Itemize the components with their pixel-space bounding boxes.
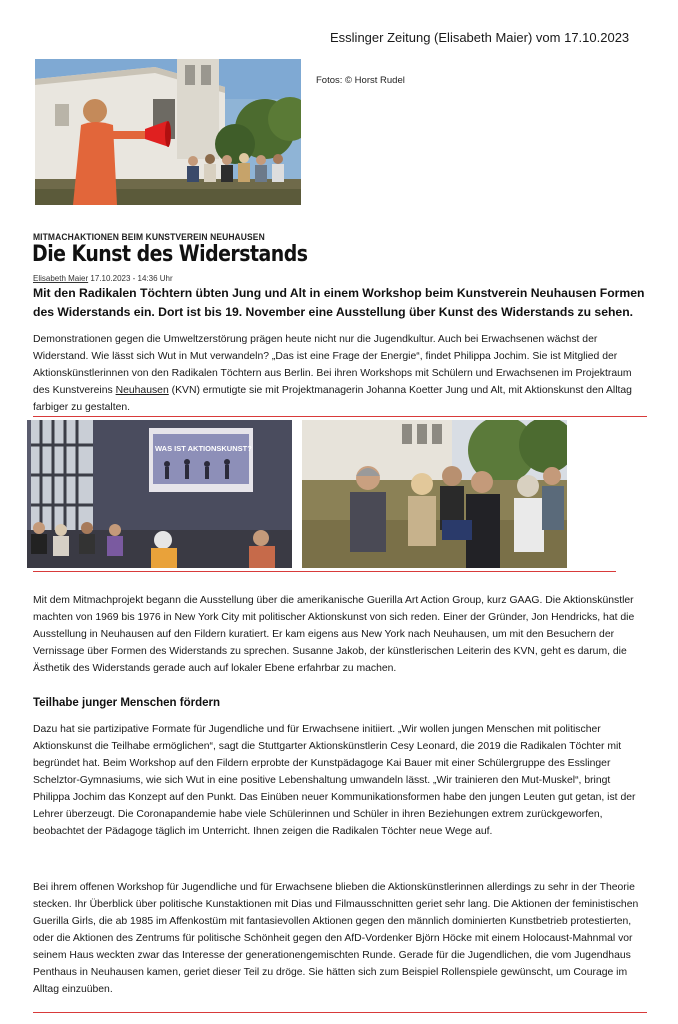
section-subheading: Teilhabe junger Menschen fördern [33,697,221,709]
photo-megaphone [35,59,301,205]
source-line: Esslinger Zeitung (Elisabeth Maier) vom 17.10.2023 [330,30,630,45]
screen-text: WAS IST AKTIONSKUNST? [155,444,252,453]
paragraph-gaag: Mit dem Mitmachprojekt begann die Ausstellung über die amerikanische Guerilla Art Action Group, kurz GAAG. Die Aktionskünstler machten von 1969 bis 1976 in New York City mit politischer Aktionskunst von sich reden. Einer der Gründer, Jon Hendricks, hat die Ausstellung in Neuhausen auf den Fildern kuratiert. Er kam eigens aus New York nach Neuhausen, um mit den Besuchern der Vernissage über Formen des Widerstands zu sprechen. Susanne Jakob, der künstlerischen Leiterin des KVN, geht es darum, die Ästhetik des Widerstands gerade auch auf lokaler Ebene erfahrbar zu machen. [33,595,635,674]
article-date: 17.10.2023 - 14:36 Uhr [90,274,173,283]
paragraph-teilhabe: Dazu hat sie partizipative Formate für Jugendliche und für Erwachsene initiiert. „Wir wollen jungen Menschen mit politischer Aktionskunst die Teilhabe ermöglichen“, sagt die Stuttgarter Aktionskünstlerin Cesy Leonard, die 2019 die Radikalen Töchter mit begründet hat. Beim Workshop auf den Fildern erprobte der Kunstpädagoge Kai Bauer mit einer Schülergruppe des Esslinger Schelztor-Gymnasiums, wie sich Wut in eine positive Lebenshaltung umwandeln lässt. „Wir trainieren den Mut-Muskel“, bringt Philippa Jochim das Konzept auf den Punkt. Das Einüben neuer Kommunikationsformen habe den jungen Leuten gut getan, ist der Lehrer überzeugt. Die Coronapandemie habe viele Schülerinnen und Schüler in ihren Beziehungen extrem zurückgeworfen, beobachtet der Pädagoge täglich im Unterricht. Ihnen zeigen die Radikalen Töchter neue Wege auf. [33,724,636,837]
neuhausen-link[interactable]: Neuhausen [115,385,169,396]
divider [33,1012,647,1013]
article-lead: Mit den Radikalen Töchtern übten Jung und Alt in einem Workshop beim Kunstverein Neuhausen Formen des Widerstands ein. Dort ist bis 19. November eine Ausstellung über Kunst des Widerstands zu sehen. [33,286,645,319]
photo-presentation-room [27,420,292,568]
author-link[interactable]: Elisabeth Maier [33,274,89,283]
photo-outdoor-workshop [302,420,567,568]
paragraph-intro: Demonstrationen gegen die Umweltzerstörung prägen heute nicht nur die Jugendkultur. Auch bei Erwachsenen wächst der Widerstand. Wie lässt sich Wut in Mut verwandeln? „Das ist eine Frage der Energie“, findet Philippa Jochim. Sie ist Mitglied der Aktionskünstlerinnen von den Radikalen Töchtern aus Berlin. Bei ihren Workshops mit Schülern und Erwachsenen im Projektraum des Kunstvereins Neuhausen (KVN) ermutigte sie mit Projektmanagerin Johanna Koetter Jung und Alt, mit Aktionskunst den Alltag farbiger zu gestalten. [33,334,632,413]
paragraph-workshop: Bei ihrem offenen Workshop für Jugendliche und für Erwachsene blieben die Aktionskünstlerinnen allerdings zu sehr in der Theorie stecken. Ihr Überblick über politische Kunstaktionen mit Dias und Filmausschnitten geriet sehr lang. Die Aktionen der feministischen Guerilla Girls, die ab 1985 im Affenkostüm mit fantasievollen Aktionen gegen den männlich dominierten Kunstbetrieb protestierten, oder die Aktionen des Zentrums für politische Schönheit gegen den AfD-Vordenker Björn Höcke mit einem Holocaust-Mahnmal vor seinem Haus weckten zwar das Interesse der generationengemischten Runde. Gerade für die Jugendlichen, die vom Jugendhaus Penthaus in Neuhausen kamen, geriet dieser Teil zu dröge. Sie hätten sich zum Beispiel Rollenspiele gewünscht, um Courage im Alltag einzuüben. [33,882,639,995]
divider [33,416,647,417]
article-byline [33,274,173,283]
article-kicker: MITMACHAKTIONEN BEIM KUNSTVEREIN NEUHAUSEN [33,231,265,243]
photo-credit: Fotos: © Horst Rudel [316,75,405,86]
article-headline: Die Kunst des Widerstands [32,242,308,267]
divider [33,571,616,572]
